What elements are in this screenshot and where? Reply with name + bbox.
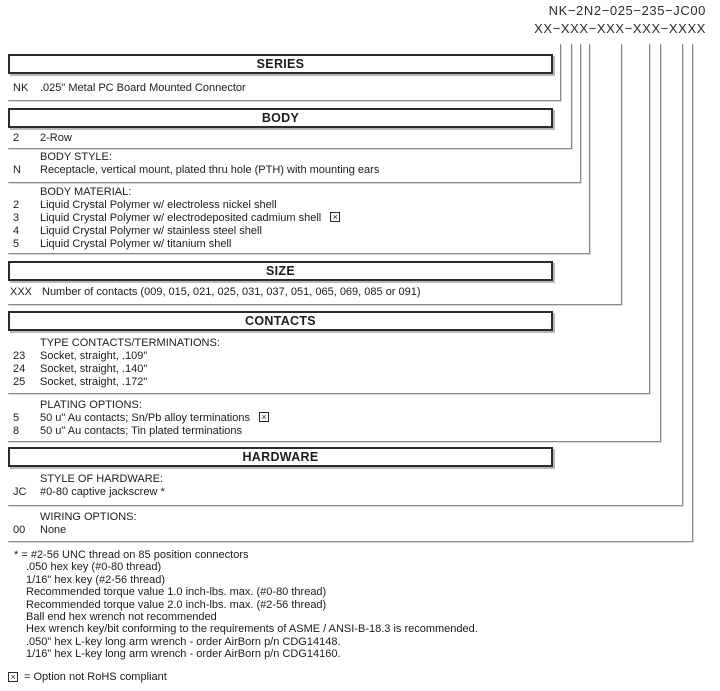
footnote-line: 1/16" hex key (#2-56 thread) — [26, 573, 166, 586]
not-rohs-icon: × — [8, 672, 18, 682]
option-code: 5 — [13, 412, 20, 424]
contacts-header: CONTACTS — [8, 311, 553, 331]
option-code: 8 — [13, 425, 20, 437]
contacts-type-subtitle: TYPE CONTACTS/TERMINATIONS: — [40, 337, 220, 349]
size-header: SIZE — [8, 261, 553, 281]
option-code: 23 — [13, 350, 26, 362]
option-code: N — [13, 164, 21, 176]
plating-option-row — [13, 412, 269, 424]
body-style-option-row — [13, 164, 379, 176]
option-desc: Liquid Crystal Polymer w/ titanium shell — [40, 238, 232, 250]
not-rohs-icon: × — [259, 412, 269, 422]
option-code: XXX — [10, 286, 33, 298]
option-desc: 2-Row — [40, 132, 72, 144]
body-style-subtitle: BODY STYLE: — [40, 151, 112, 163]
option-desc: None — [40, 524, 67, 536]
option-desc: Number of contacts (009, 015, 021, 025, 031, 037, 051, 065, 069, 085 or 091) — [42, 286, 421, 298]
footnote-line: Recommended torque value 1.0 inch-lbs. max. (#0-80 thread) — [26, 586, 327, 599]
body-row-option — [13, 132, 72, 144]
option-code: 3 — [13, 212, 20, 224]
option-code: 25 — [13, 376, 26, 388]
series-option-row — [13, 82, 246, 94]
body-material-subtitle: BODY MATERIAL: — [40, 186, 132, 198]
option-desc: #0-80 captive jackscrew * — [40, 486, 165, 498]
body-material-option-row — [13, 225, 262, 237]
option-code: 4 — [13, 225, 20, 237]
part-number-mask: XX−XXX−XXX−XXX−XXXX — [534, 21, 706, 36]
body-material-option-row — [13, 199, 277, 211]
contacts-type-option-row — [13, 363, 147, 375]
rohs-legend — [8, 671, 167, 683]
footnote-lead: * = #2-56 UNC thread on 85 position connectors — [14, 549, 249, 561]
footnote-line: Hex wrench key/bit conforming to the requirements of ASME / ANSI-B-18.3 is recommended. — [26, 623, 478, 636]
option-desc: Socket, straight, .140" — [40, 363, 148, 375]
option-desc: Socket, straight, .172" — [40, 376, 148, 388]
footnotes — [14, 549, 478, 661]
option-code: 00 — [13, 524, 26, 536]
option-desc: Receptacle, vertical mount, plated thru hole (PTH) with mounting ears — [40, 164, 380, 176]
footnote-line: Recommended torque value 2.0 inch-lbs. max. (#2-56 thread) — [26, 598, 327, 611]
plating-subtitle: PLATING OPTIONS: — [40, 399, 142, 411]
option-code: 5 — [13, 238, 20, 250]
footnote-line: .050" hex L-key long arm wrench - order AirBorn p/n CDG14148. — [26, 635, 341, 648]
option-desc: Socket, straight, .109" — [40, 350, 148, 362]
option-code: 2 — [13, 132, 20, 144]
size-option-row — [10, 286, 421, 298]
option-desc: Liquid Crystal Polymer w/ stainless steel shell — [40, 225, 262, 237]
option-code: 2 — [13, 199, 20, 211]
footnote-line: 1/16" hex L-key long arm wrench - order AirBorn p/n CDG14160. — [26, 648, 341, 661]
hardware-style-option-row — [13, 486, 165, 498]
part-number: NK−2N2−025−235−JC00 — [548, 3, 706, 18]
contacts-type-option-row — [13, 376, 147, 388]
not-rohs-icon: × — [330, 212, 340, 222]
option-code: JC — [13, 486, 27, 498]
option-code: NK — [13, 82, 29, 94]
wiring-option-row — [13, 524, 66, 536]
series-header: SERIES — [8, 54, 553, 74]
rohs-legend-text: = Option not RoHS compliant — [24, 671, 167, 683]
option-desc: .025" Metal PC Board Mounted Connector — [40, 82, 246, 94]
footnote-line: .050 hex key (#0-80 thread) — [26, 561, 162, 574]
hardware-header: HARDWARE — [8, 447, 553, 467]
hardware-style-subtitle: STYLE OF HARDWARE: — [40, 473, 164, 485]
wiring-subtitle: WIRING OPTIONS: — [40, 511, 137, 523]
option-desc: 50 u" Au contacts; Tin plated terminations — [40, 425, 243, 437]
footnote-line: Ball end hex wrench not recommended — [26, 611, 217, 624]
option-code: 24 — [13, 363, 26, 375]
option-desc: Liquid Crystal Polymer w/ electroless nickel shell — [40, 199, 277, 211]
plating-option-row — [13, 425, 242, 437]
contacts-type-option-row — [13, 350, 147, 362]
body-header: BODY — [8, 108, 553, 128]
option-desc: Liquid Crystal Polymer w/ electrodeposited cadmium shell — [40, 212, 322, 224]
option-desc: 50 u" Au contacts; Sn/Pb alloy terminations — [40, 412, 250, 424]
body-material-option-row — [13, 238, 231, 250]
body-material-option-row — [13, 212, 340, 224]
